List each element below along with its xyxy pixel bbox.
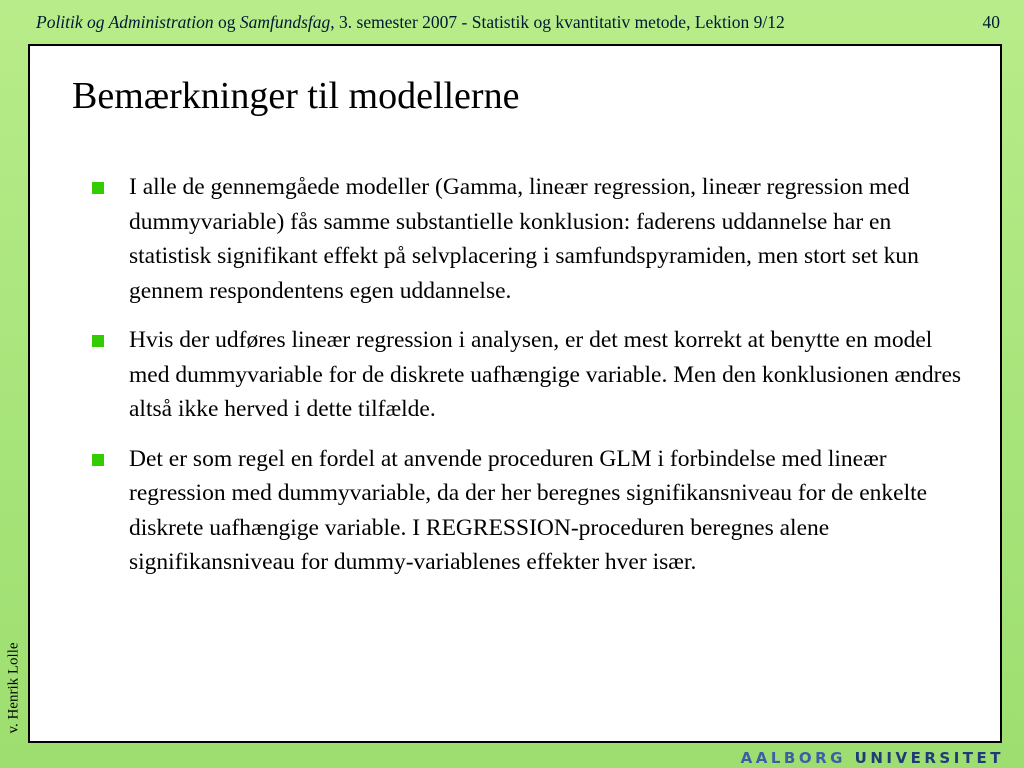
course-info: [36, 12, 785, 33]
slide-title: Bemærkninger til modellerne: [72, 75, 520, 117]
page-number: 40: [982, 12, 1000, 32]
logo-word-universitet: UNIVERSITET: [854, 749, 1004, 767]
slide-header: [0, 0, 1024, 44]
course-connector: og: [213, 12, 240, 32]
university-logo: [741, 748, 1004, 768]
bullet-text-1: I alle de gennemgåede modeller (Gamma, lineær regression, lineær regression med dummyvariable) fås samme substantielle konklusion: faderens uddannelse har en statistisk signifikant effekt på selvplacering i samfundspyramiden, men stort set kun gennem respondentens egen uddannelse.: [129, 174, 919, 304]
author-credit: [4, 633, 24, 743]
logo-word-aalborg: AALBORG: [740, 749, 846, 767]
bullet-list: [88, 170, 978, 595]
course-name-2: Samfundsfag: [239, 12, 331, 32]
bullet-text-2: Hvis der udføres lineær regression i analysen, er det mest korrekt at benytte en model med dummyvariable for de diskrete uafhængige variable. Men den konklusionen ændres altså ikke herved i dette tilfælde.: [129, 327, 962, 422]
bullet-item-1: [88, 170, 978, 308]
bullet-item-3: [88, 442, 978, 580]
bullet-text-3: Det er som regel en fordel at anvende proceduren GLM i forbindelse med lineær regression med dummyvariable, da der her beregnes signifikansniveau for de enkelte diskrete uafhængige variable. I REGRESSION-proceduren beregnes alene signifikansniveau for dummy-variablenes effekter hver især.: [129, 445, 928, 575]
author-name: v. Henrik Lolle: [5, 642, 22, 734]
square-bullet-icon: [92, 454, 104, 466]
course-name-1: Politik og Administration: [36, 12, 214, 32]
square-bullet-icon: [92, 182, 104, 194]
course-details: , 3. semester 2007 - Statistik og kvantitativ metode, Lektion 9/12: [330, 12, 785, 32]
slide-content-frame: [28, 44, 1002, 743]
bullet-item-2: [88, 323, 978, 427]
square-bullet-icon: [92, 335, 104, 347]
